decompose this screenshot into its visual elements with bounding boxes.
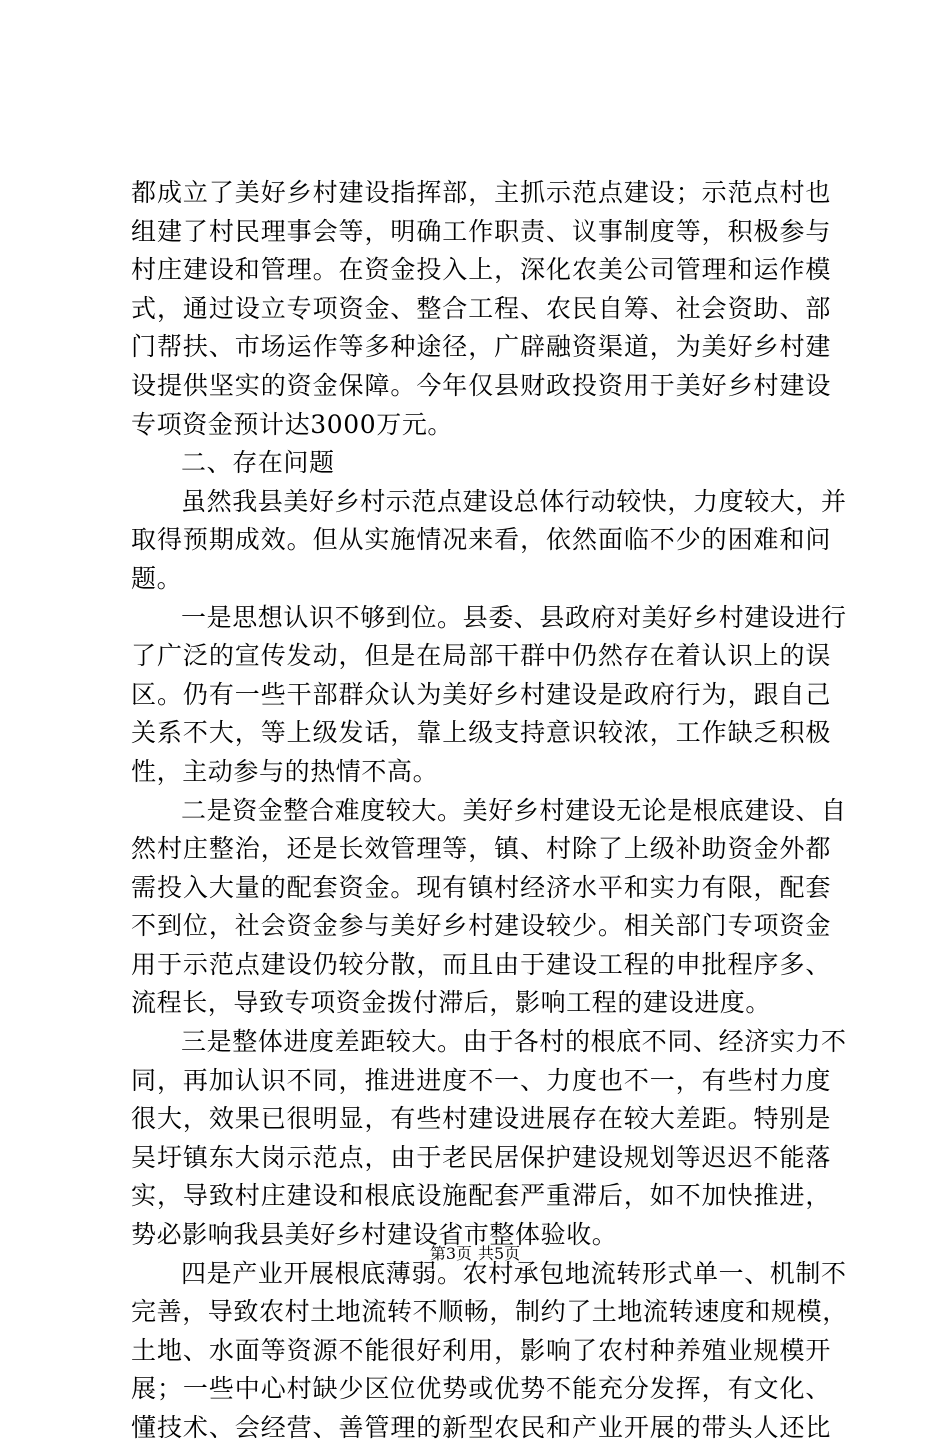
text-line: 三是整体进度差距较大。由于各村的根底不同、经济实力不 [181, 1027, 847, 1057]
text-line: 实，导致村庄建设和根底设施配套严重滞后，如不加快推进， [131, 1181, 831, 1211]
text-line: 性，主动参与的热情不高。 [131, 756, 439, 786]
section-heading: 二、存在问题 [181, 448, 335, 478]
text-line: 完善，导致农村土地流转不顺畅，制约了土地流转速度和规模， [131, 1297, 848, 1327]
text-line: 势必影响我县美好乡村建设省市整体验收。 [131, 1220, 618, 1250]
text-line: 了广泛的宣传发动，但是在局部干群中仍然存在着认识上的误 [131, 641, 831, 671]
text-line: 关系不大，等上级发话，靠上级支持意识较浓，工作缺乏积极 [131, 718, 831, 748]
text-line: 都成立了美好乡村建设指挥部，主抓示范点建设；示范点村也 [131, 178, 831, 207]
page-total: 共5页 [478, 1244, 521, 1263]
text-line: 四是产业开展根底薄弱。农村承包地流转形式单一、机制不 [181, 1258, 847, 1288]
text-line: 不到位，社会资金参与美好乡村建设较少。相关部门专项资金 [131, 911, 831, 941]
text-line: 吴圩镇东大岗示范点，由于老民居保护建设规划等迟迟不能落 [131, 1142, 831, 1172]
text-line: 取得预期成效。但从实施情况来看，依然面临不少的困难和问 [131, 525, 831, 555]
text-line: 二是资金整合难度较大。美好乡村建设无论是根底建设、自 [181, 795, 847, 825]
page-footer [0, 1243, 950, 1265]
text-line: 专项资金预计达3000万元。 [131, 409, 454, 439]
page-number: 第3页 [429, 1244, 472, 1263]
text-line: 虽然我县美好乡村示范点建设总体行动较快，力度较大，并 [181, 486, 847, 516]
text-line: 组建了村民理事会等，明确工作职责、议事制度等，积极参与 [131, 216, 831, 246]
text-line: 式，通过设立专项资金、整合工程、农民自筹、社会资助、部 [131, 293, 831, 323]
text-line: 很大，效果已很明显，有些村建设进展存在较大差距。特别是 [131, 1104, 831, 1134]
text-line: 同，再加认识不同，推进进度不一、力度也不一，有些村力度 [131, 1065, 831, 1095]
text-line: 村庄建设和管理。在资金投入上，深化农美公司管理和运作模 [131, 255, 831, 285]
text-line: 一是思想认识不够到位。县委、县政府对美好乡村建设进行 [181, 602, 847, 632]
text-line: 题。 [131, 563, 183, 593]
text-line: 用于示范点建设仍较分散，而且由于建设工程的申批程序多、 [131, 949, 831, 979]
text-line: 懂技术、会经营、善管理的新型农民和产业开展的带头人还比 [131, 1413, 831, 1442]
text-line: 然村庄整治，还是长效管理等，镇、村除了上级补助资金外都 [131, 834, 831, 864]
text-line: 流程长，导致专项资金拨付滞后，影响工程的建设进度。 [131, 988, 772, 1018]
text-line: 区。仍有一些干部群众认为美好乡村建设是政府行为，跟自己 [131, 679, 831, 709]
text-line: 需投入大量的配套资金。现有镇村经济水平和实力有限，配套 [131, 872, 831, 902]
text-line: 门帮扶、市场运作等多种途径，广辟融资渠道，为美好乡村建 [131, 332, 831, 362]
text-line: 展；一些中心村缺少区位优势或优势不能充分发挥，有文化、 [131, 1374, 831, 1404]
text-line: 土地、水面等资源不能很好利用，影响了农村种养殖业规模开 [131, 1335, 831, 1365]
text-line: 设提供坚实的资金保障。今年仅县财政投资用于美好乡村建设 [131, 370, 831, 400]
